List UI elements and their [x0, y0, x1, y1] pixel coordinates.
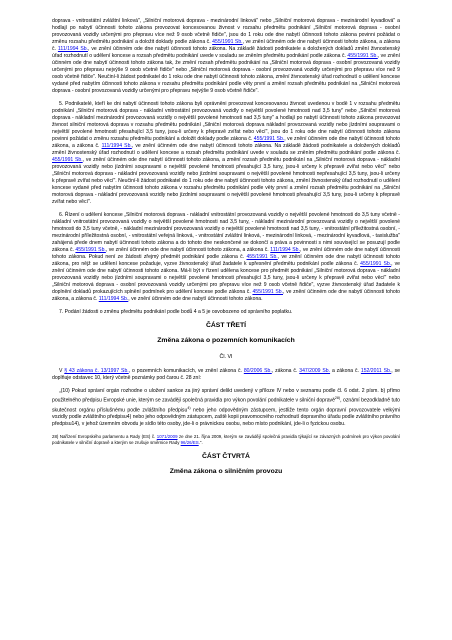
paragraph-text: 5. Podnikatelé, kteří ke dni nabytí účinnosti tohoto zákona byli oprávněni provozovat koncesovanou živnost uvedenou v bodě 1 v rozsahu předmětu podnikání „Silniční motorová doprava - nákladní vnitrostátní provozovaná vozidly o největší povolené hmotnosti nad 3,5 tuny" nebo „Silniční motorová doprava - nákladní mezinárodní provozovaná vozidly o největší povolené hmotnosti nad 3,5 tuny" a hodlají po nabytí účinnosti tohoto zákona provozovat živnost silniční motorová doprava v rozsahu předmětu podnikání „Silniční motorová doprava nákladní provozovaná vozidly nebo jízdními soupravami o největší povolené hmotnosti přesahující 3,5 tuny, jsou-li určeny k přepravě zvířat nebo věcí", jsou do 1 roku ode dne nabytí účinnosti tohoto zákona povinni požádat o změnu rozsahu předmětu podnikání a doložit doklady podle zákona č. — [52, 101, 400, 142]
law-reference-link[interactable]: 455/1991 Sb. — [52, 157, 83, 163]
law-reference-link[interactable]: 111/1994 Sb. — [98, 296, 129, 302]
law-reference-link[interactable]: 111/1994 Sb. — [57, 46, 88, 52]
paragraph-text: , ve znění účinném ode dne nabytí účinnosti tohoto zákona. Má-li být v řízení udělena koncese pro předmět podnikání „Silniční motorová doprava - nákladní provozovaná vozidly nebo jízdními soupravami o největší povolené hmotnosti přesahující 3,5 tuny, jsou-li určeny k přepravě zvířat nebo věcí" nebo „Silniční motorová doprava - osobní provozovaná vozidly určenými pro přepravu více než 9 osob včetně řidiče", vyzve živnostenský úřad žadatele k doplnění dokladů prokazujících splnění podmínek pro udělení koncese podle zákona č. — [52, 261, 401, 295]
paragraph-article-6-text — [52, 388, 400, 428]
paragraph-text: , ve znění účinném ode dne nabytí účinnosti tohoto zákona. Na základě žádosti podnikatele a doložených dokladů změní živnostenský úřad rozhodnutí o udělení koncese a rozsah předmětu podnikání uvede v souladu se zněním předmětu podnikání podle zákona č. — [52, 46, 400, 59]
paragraph-text: V — [59, 368, 65, 374]
law-reference-link[interactable]: § 43 zákona č. 13/1997 Sb. — [64, 368, 129, 374]
paragraph-text: , ve znění účinném ode dne nabytí účinnosti tohoto zákona. Pokud není ze žádosti zřejmý předmět podnikání podle zákona č. — [52, 247, 400, 260]
paragraph-text: doprava - vnitrostátní zvláštní linková", „Silniční motorová doprava - mezinárodní linková" nebo „Silniční motorová doprava - mezinárodní kyvadlová" a hodlají po nabytí účinnosti tohoto zákona provozovat koncesovanou živnost v rozsahu předmětu podnikání „Silniční motorová doprava - osobní provozovaná vozidly určenými pro přepravu více než 9 osob včetně řidiče", jsou do 1 roku ode dne nabytí účinnosti tohoto zákona povinni požádat o změnu rozsahu předmětu podnikání a doložit doklady podle zákona č. — [52, 18, 400, 45]
paragraph-text: .". — [198, 440, 203, 446]
paragraph-text: , zákona č. — [271, 368, 300, 374]
paragraph-text: , ve znění účinném ode dne nabytí účinnosti tohoto zákona, pro nějž se udělení koncese požaduje, vyzve živnostenský úřad žadatele k upřesnění předmětu podnikání podle zákona č. — [52, 254, 400, 267]
part-four-heading: ČÁST ČTVRTÁ — [202, 452, 250, 460]
law-reference-link[interactable]: 455/1991 Sb. — [253, 136, 285, 142]
law-reference-link[interactable]: 455/1991 Sb. — [347, 53, 378, 59]
paragraph-5 — [52, 101, 400, 206]
paragraph-7: 7. Podání žádosti o změnu předmětu podnikání podle bodů 4 a 5 je osvobozeno od správního poplatku. — [59, 309, 293, 315]
paragraph-text: , oznámí bezodkladně tuto skutečnost orgánu příslušnému podle zvláštního předpisu — [52, 397, 400, 414]
paragraph-text: , ve znění účinném ode dne nabytí účinnosti tohoto zákona, a změní rozsah předmětu podnikání na „Silniční motorová doprava - nákladní provozovaná vozidly nebo jízdními soupravami o největší povolené hmotnosti přesahující 3,5 tuny, jsou-li určeny k přepravě zvířat nebo věcí" nebo „Silniční motorová doprava - nákladní provozovaná vozidly nebo jízdními soupravami o největší povolené hmotnosti nepřesahující 3,5 tuny, jsou-li určeny k přepravě zvířat nebo věcí". Neučiní-li žádost podnikatel do 1 roku ode dne nabytí účinnosti tohoto zákona, změní živnostenský úřad rozhodnutí o udělení koncese vydané před nabytím účinnosti tohoto zákona v rozsahu předmětu podnikání podle věty první a změní rozsah předmětu podnikání na „Silniční motorová doprava - nákladní provozovaná vozidly nebo jízdními soupravami o největší povolené hmotnosti přesahující 3,5 tuny, jsou-li určeny k přepravě zvířat nebo věcí". — [52, 157, 400, 205]
law-reference-link[interactable]: 96/26/ES — [180, 440, 199, 446]
paragraph-text: , ve znění účinném ode dne nabytí účinnosti tohoto zákona, a zákona č. — [52, 289, 400, 302]
law-reference-link[interactable]: 455/1991 Sb. — [75, 247, 106, 253]
footnote-marker: 4) — [187, 405, 191, 410]
law-reference-link[interactable]: 455/1991 Sb. — [360, 261, 392, 267]
law-reference-link[interactable]: 1071/2009 — [156, 434, 178, 440]
paragraph-text: , ve znění účinném ode dne nabytí účinnosti tohoto zákona. Na základě žádosti podnikatele a doložených dokladů změní živnostenský úřad rozhodnutí o udělení koncese a rozsah předmětu podnikání uvede v souladu se zněním předmětu podnikání podle zákona č. — [52, 143, 400, 156]
paragraph-text: , ve znění účinném ode dne nabytí účinnosti tohoto zákona. — [128, 296, 263, 302]
paragraph-text: 28) Nařízení Evropského parlamentu a Rady (ES) č. — [52, 434, 157, 440]
footnote-marker: 28) — [334, 396, 341, 400]
paragraph-text: , ve znění účinném ode dne nabytí účinnosti tohoto zákona, a zákona č. — [52, 39, 401, 52]
paragraph-text: , ve znění účinném ode dne nabytí účinnosti tohoto zákona, a zákona č. — [105, 247, 271, 253]
law-reference-link[interactable]: 455/1991 Sb. — [252, 289, 283, 295]
law-reference-link[interactable]: 455/1991 Sb. — [246, 254, 278, 260]
paragraph-text: , ve znění účinném ode dne nabytí účinnosti tohoto zákona, a zákona č. — [52, 136, 400, 149]
paragraph-text: ze dne 21. října 2009, kterým se zavádějí společná pravidla týkající se závazných podmínek pro výkon povolání podnikatele v silniční dopravě a kterým se zrušuje směrnice Rady — [52, 434, 400, 446]
paragraph-6 — [52, 212, 400, 303]
paragraph-text: , ve znění účinném ode dne nabytí účinnosti tohoto zákona tak, že změní rozsah předmětu podnikání na „Silniční motorová doprava - osobní provozovaná vozidly určenými pro přepravu nejvýše 9 osob včetně řidiče" nebo „Silniční motorová doprava - osobní provozovaná vozidly určenými pro přepravu více než 9 osob včetně řidiče". Neučiní-li žádost podnikatel do 1 roku ode dne nabytí účinnosti tohoto zákona, změní živnostenský úřad rozhodnutí o udělení koncese vydané před nabytím účinnosti tohoto zákona v rozsahu předmětu podnikání podle věty první a změní rozsah předmětu podnikání na „Silniční motorová doprava - osobní provozovaná vozidly určenými pro přepravu nejvýše 9 osob včetně řidiče". — [52, 53, 400, 94]
paragraph-text: a zákona č. — [330, 368, 361, 374]
paragraph-text: , se doplňuje odstavec 10, který včetně poznámky pod čarou č. 28 zní: — [52, 368, 400, 381]
part-four-title: Změna zákona o silničním provozu — [169, 467, 283, 475]
law-reference-link[interactable]: 111/1994 Sb. — [270, 247, 300, 253]
footnote-28 — [52, 434, 400, 446]
paragraph-text: „(10) Pokud správní orgán rozhodne o uložení sankce za jiný správní delikt uvedený v příloze IV nebo v seznamu podle čl. 6 odst. 2 písm. b) přímo použitelného předpisu Evropské unie, kterým se zavádějí společná pravidla pro výkon povolání podnikatele v silniční dopravě — [52, 388, 400, 404]
part-three-title: Změna zákona o pozemních komunikacích — [157, 337, 295, 344]
paragraph-text: 6. Řízení o udělení koncese „Silniční motorová doprava - nákladní vnitrostátní provozovaná vozidly o největší povolené hmotnosti do 3,5 tuny včetně - nákladní vnitrostátní provozovaná vozidly o největší povolené hmotnosti nad 3,5 tuny, - nákladní mezinárodní provozovaná vozidly o největší povolené hmotnosti do 3,5 tuny včetně, - nákladní mezinárodní provozovaná vozidly o největší povolené hmotnosti nad 3,5 tuny, - vnitrostátní příležitostná osobní, - mezinárodní příležitostná osobní, - vnitrostátní veřejná linková, - vnitrostátní zvláštní linková, - mezinárodní linková, - mezinárodní kyvadlová, - taxislužba" zahájená přede dnem nabytí účinnosti tohoto zákona a do tohoto dne neskončené se dokončí a práva a povinnosti s nimi související se posuzují podle zákona č. — [52, 212, 400, 253]
part-three-heading: ČÁST TŘETÍ — [205, 322, 247, 329]
law-reference-link[interactable]: 111/1994 Sb. — [101, 143, 132, 149]
paragraph-text: nebo jeho odpovědným zástupcem, jestliže tento orgán dopravní provozovatele velkými vozidly podle zvláštního předpisu4) nebo jeho odpovědným zástupcem, zaště kopii pravomocného rozhodnutí dopravního úřadu podle zvláštního právního předpisu14), v jehož územním obvodu je sídlo této osoby, jde-li o právnickou osobu, nebo místo podnikání, jde-li o fyzickou osobu. — [52, 407, 401, 428]
paragraph-text: , o pozemních komunikacích, ve znění zákona č. — [128, 368, 244, 374]
law-reference-link[interactable]: 152/2011 Sb. — [360, 368, 392, 374]
law-reference-link[interactable]: 455/1991 Sb. — [212, 39, 243, 45]
article-six-heading: Čl. VI — [219, 354, 233, 360]
law-reference-link[interactable]: 80/2006 Sb. — [243, 368, 272, 374]
paragraph-continuation — [52, 18, 400, 95]
law-reference-link[interactable]: 347/2009 Sb. — [299, 368, 331, 374]
paragraph-article-6-intro — [52, 368, 400, 382]
